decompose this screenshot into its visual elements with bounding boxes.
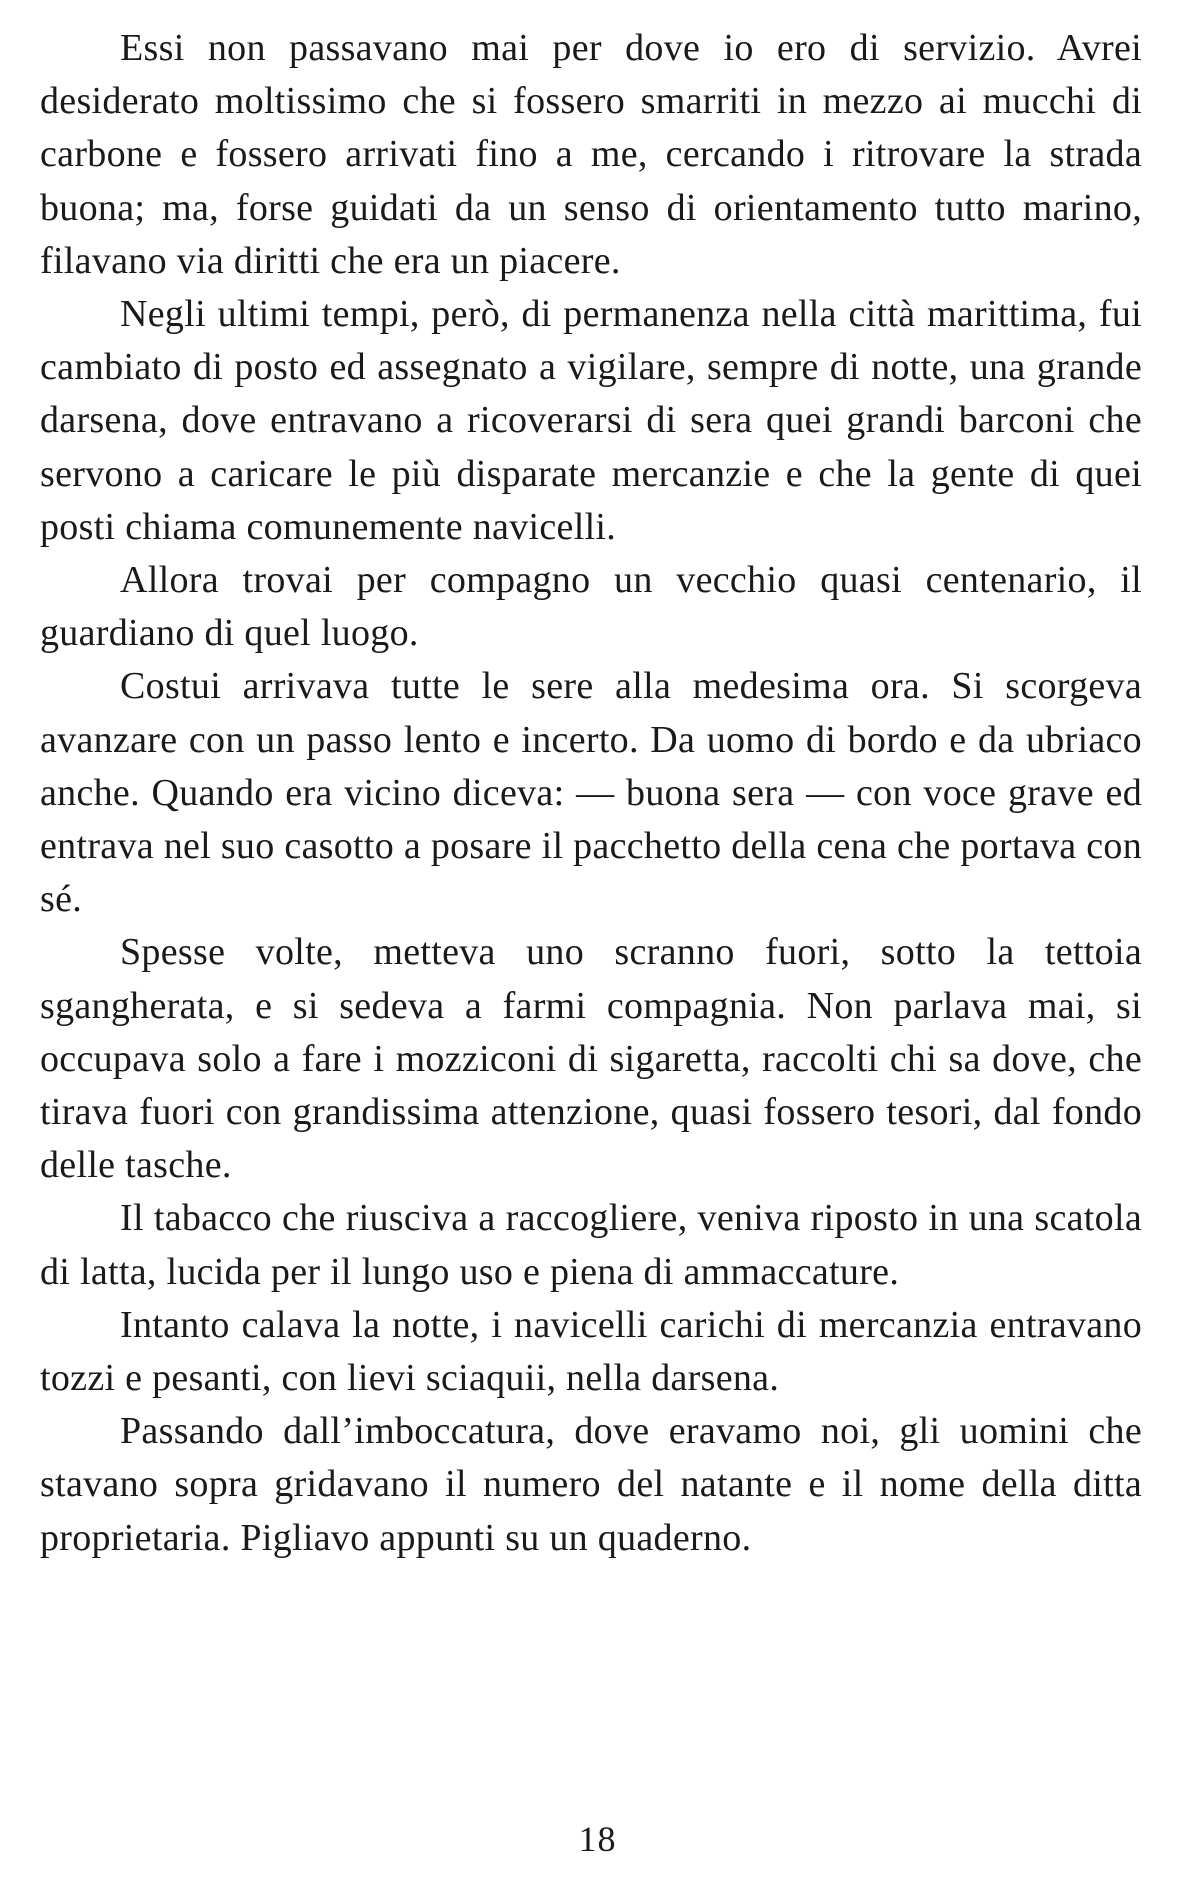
paragraph: Negli ultimi tempi, però, di permanenza nella città marittima, fui cambiato di posto ed assegnato a vigilare, sempre di notte, una grande darsena, dove entravano a ricoverarsi di sera quei grandi barconi che servono a caricare le più disparate mercanzie e che la gente di quei posti chiama comunemente navicelli. [40,293,1142,548]
paragraph: Essi non passavano mai per dove io ero di servizio. Avrei desiderato moltissimo che si fossero smarriti in mezzo ai mucchi di carbone e fossero arrivati fino a me, cercando i ritrovare la strada buona; ma, forse guidati da un senso di orientamento tutto marino, filavano via diritti che era un piacere. [40,27,1142,282]
paragraph: Spesse volte, metteva uno scranno fuori, sotto la tettoia sgangherata, e si sedeva a farmi compagnia. Non parlava mai, si occupava solo a fare i mozziconi di sigaretta, raccolti chi sa dove, che tirava fuori con grandissima attenzione, quasi fossero tesori, dal fondo delle tasche. [40,931,1142,1187]
paragraph: Intanto calava la notte, i navicelli carichi di mercanzia entravano tozzi e pesanti, con lievi sciaquii, nella darsena. [40,1303,1142,1400]
paragraph: Costui arrivava tutte le sere alla medesima ora. Si scorgeva avanzare con un passo lento e incerto. Da uomo di bordo e da ubriaco anche. Quando era vicino diceva: — buona sera — con voce grave ed entrava nel suo casotto a posare il pacchetto della cena che portava con sé. [40,665,1142,921]
paragraph: Il tabacco che riusciva a raccogliere, veniva riposto in una scatola di latta, lucida per il lungo uso e piena di ammaccature. [40,1197,1142,1293]
page-body [40,22,1142,1565]
paragraph: Passando dall’imboccatura, dove eravamo noi, gli uomini che stavano sopra gridavano il numero del natante e il nome della ditta proprietaria. Pigliavo appunti su un quaderno. [40,1410,1142,1559]
page-number: 18 [578,1819,617,1859]
paragraph: Allora trovai per compagno un vecchio quasi centenario, il guardiano di quel luogo. [40,559,1142,655]
